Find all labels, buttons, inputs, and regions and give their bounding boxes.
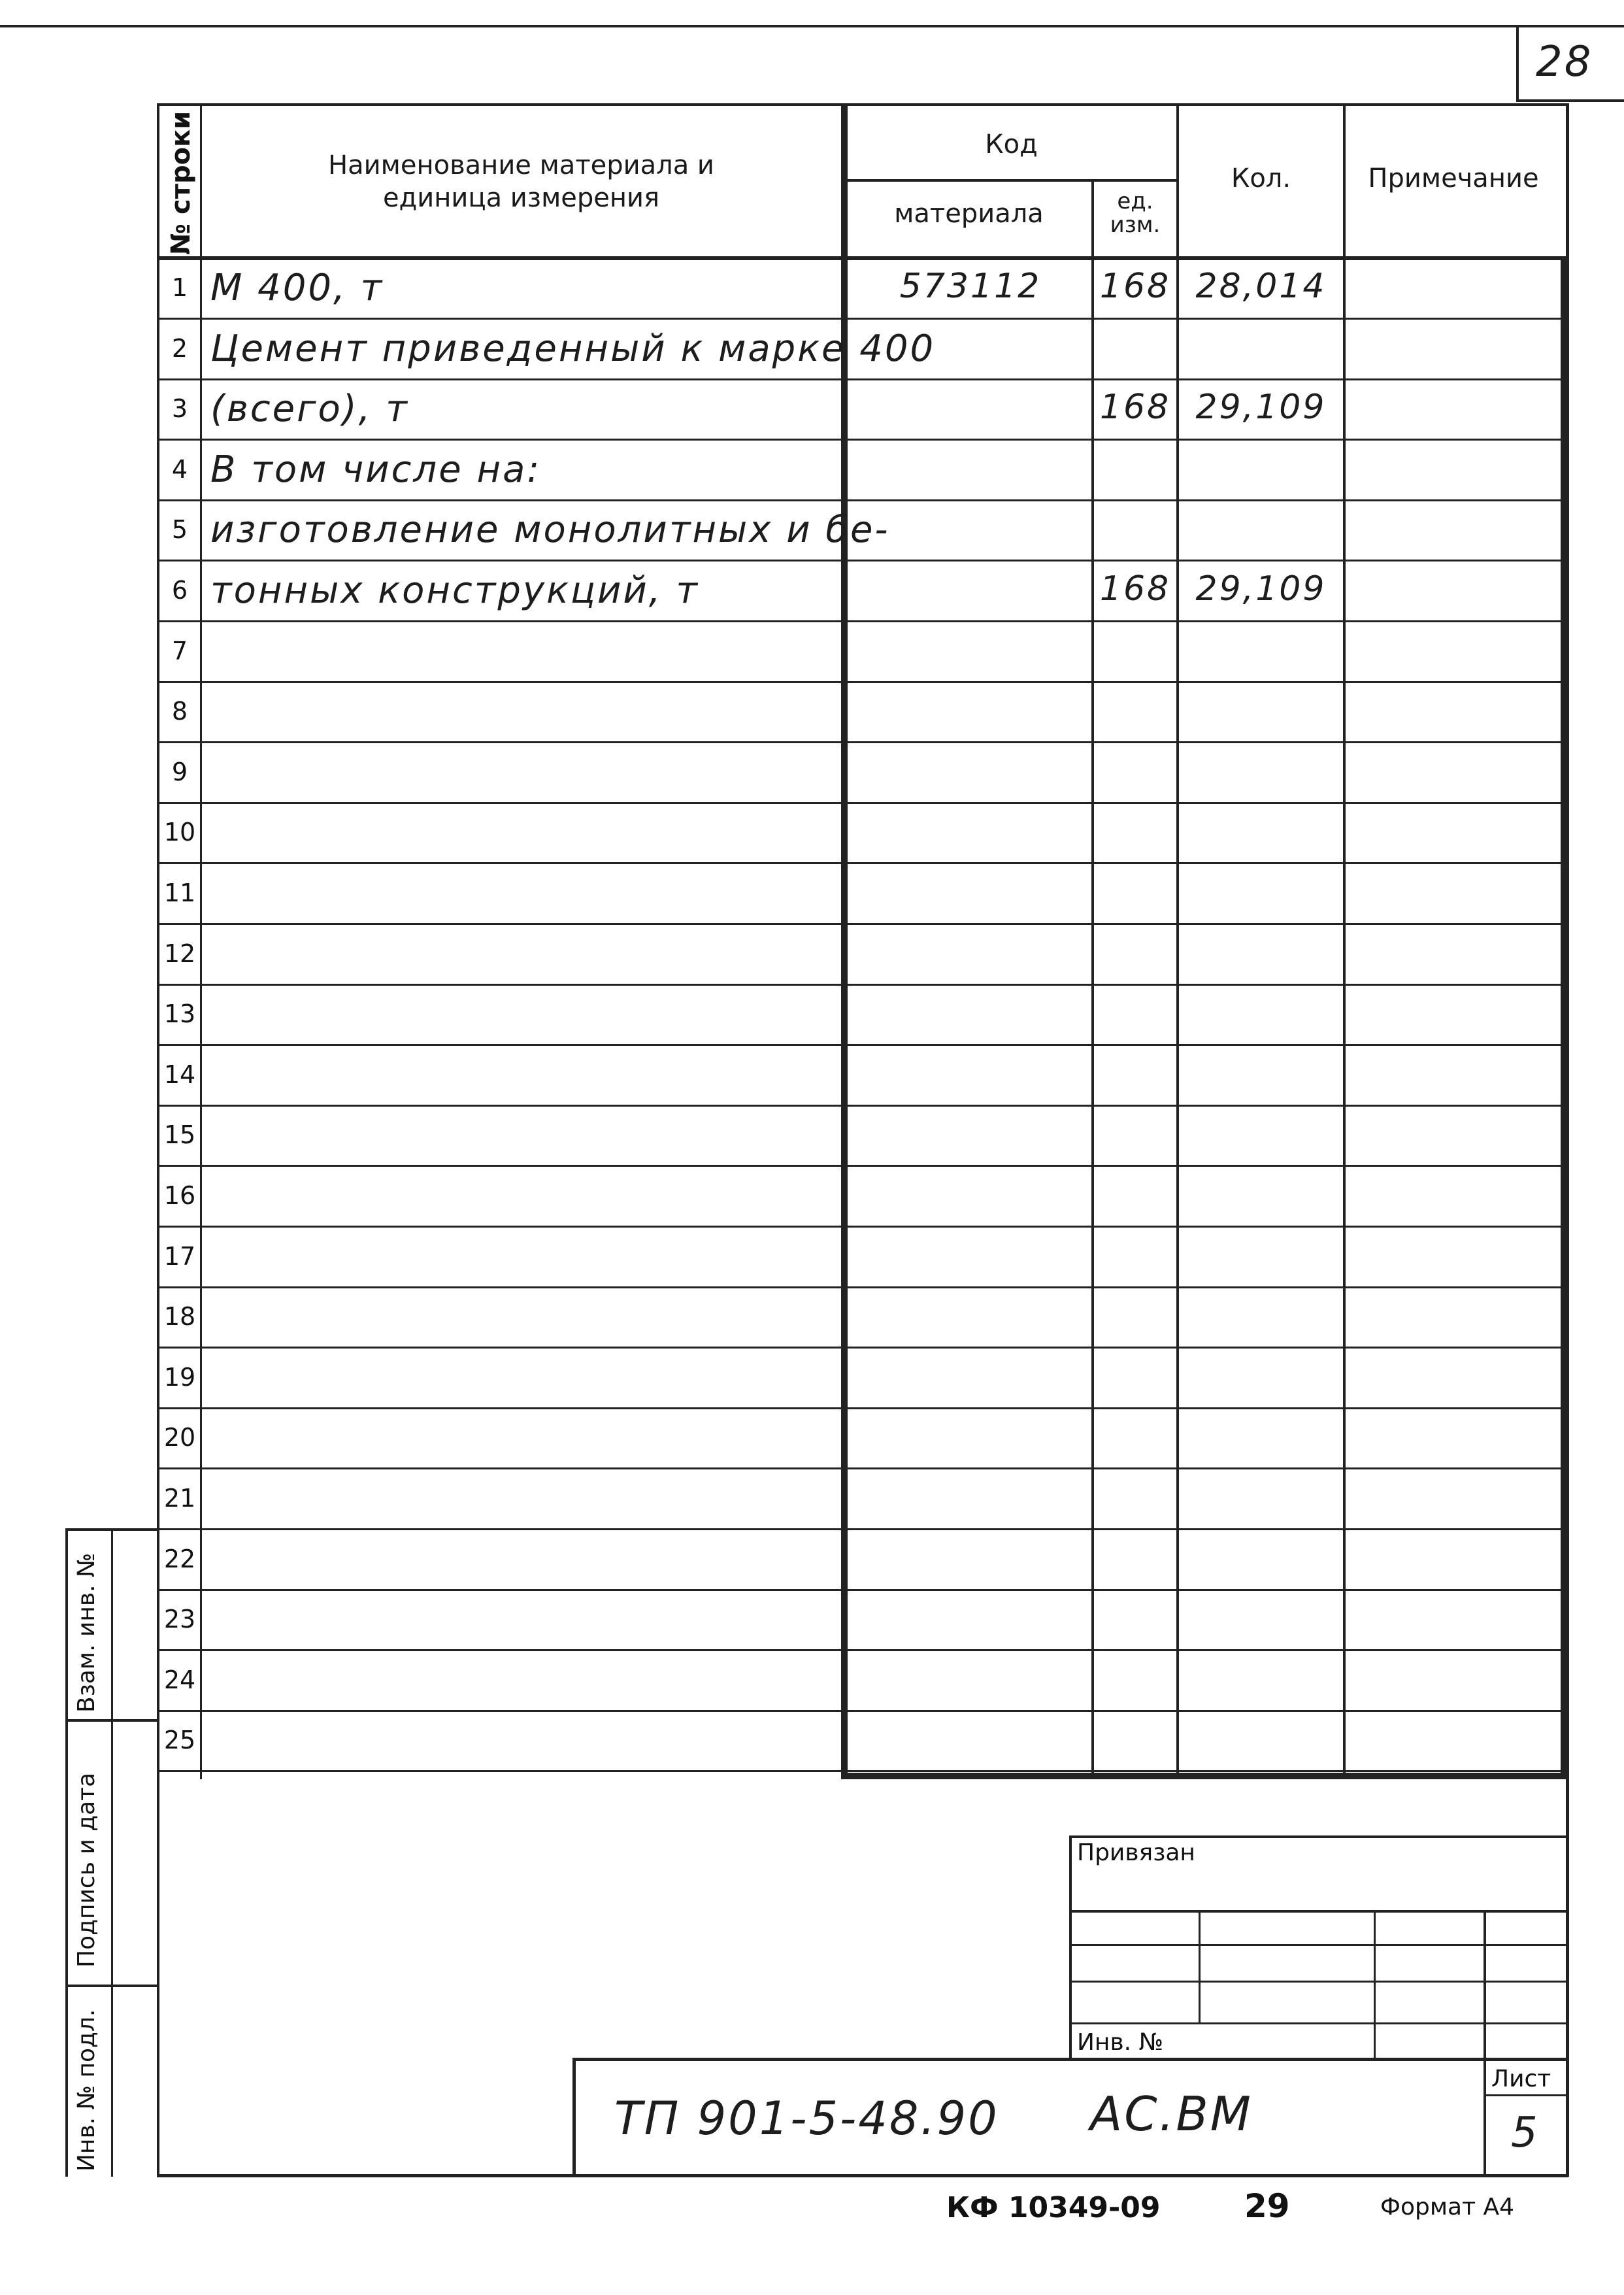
row-number: 12 bbox=[163, 939, 196, 968]
footer-stamp: КФ 10349-09 bbox=[946, 2191, 1161, 2224]
side-podpis-data: Подпись и дата bbox=[73, 1772, 100, 1968]
row-number: 14 bbox=[163, 1060, 196, 1089]
row-material-name: В том числе на: bbox=[210, 448, 542, 491]
row-material-name: Цемент приведенный к марке 400 bbox=[210, 327, 936, 370]
tb-inv-no: Инв. № bbox=[1077, 2029, 1164, 2056]
row-number: 11 bbox=[163, 879, 196, 907]
row-unit-code: 168 bbox=[1099, 388, 1171, 427]
row-number: 21 bbox=[163, 1484, 196, 1513]
table-row bbox=[0, 1590, 1624, 1651]
header-code-split bbox=[844, 179, 1178, 182]
tb-grid-top bbox=[1069, 1910, 1567, 1913]
heavy-frame-bottom bbox=[841, 1773, 1567, 1779]
row-number: 18 bbox=[163, 1302, 196, 1331]
page-number: 28 bbox=[1536, 38, 1593, 86]
tb-designation: ТП 901-5-48.90 bbox=[614, 2092, 999, 2145]
row-number: 5 bbox=[171, 515, 188, 544]
row-number: 16 bbox=[163, 1181, 196, 1210]
table-row bbox=[0, 1469, 1624, 1530]
row-number: 19 bbox=[163, 1363, 196, 1392]
side-vzam-inv: Взам. инв. № bbox=[73, 1552, 100, 1713]
header-row-no: № строки bbox=[166, 110, 196, 255]
row-material-code: 573112 bbox=[899, 267, 1042, 306]
header-code-material: материала bbox=[894, 199, 1044, 229]
table-row bbox=[0, 622, 1624, 683]
row-number: 6 bbox=[171, 576, 188, 605]
tb-grid-mid2 bbox=[1069, 1981, 1567, 1983]
table-row bbox=[0, 561, 1624, 622]
table-row bbox=[0, 1046, 1624, 1107]
row-number: 7 bbox=[171, 637, 188, 665]
tb-privyazan-top bbox=[1069, 1835, 1567, 1838]
table-row bbox=[0, 1288, 1624, 1349]
footer-page-ref: 29 bbox=[1244, 2187, 1290, 2225]
header-code-unit: ед. изм. bbox=[1110, 188, 1161, 238]
tb-grid-v3 bbox=[1483, 1910, 1486, 2174]
tb-privyazan: Привязан bbox=[1077, 1839, 1195, 1866]
side-stamp-top bbox=[65, 1528, 158, 1531]
row-number: 4 bbox=[171, 455, 188, 484]
table-row bbox=[0, 1106, 1624, 1167]
row-number: 1 bbox=[171, 273, 188, 302]
row-number: 23 bbox=[163, 1605, 196, 1633]
tb-grid-mid1 bbox=[1069, 1944, 1567, 1946]
tb-main-left bbox=[572, 2058, 576, 2177]
table-row bbox=[0, 743, 1624, 804]
row-quantity: 29,109 bbox=[1195, 569, 1327, 609]
row-quantity: 29,109 bbox=[1195, 388, 1327, 427]
header-name: Наименование материала и единица измерения bbox=[328, 150, 714, 213]
table-row bbox=[0, 1651, 1624, 1712]
row-number: 8 bbox=[171, 697, 188, 726]
row-divider bbox=[158, 1770, 1563, 1772]
row-material-name: (всего), т bbox=[210, 388, 409, 430]
table-row bbox=[0, 259, 1624, 320]
side-inv-podl: Инв. № подл. bbox=[73, 2009, 100, 2171]
tb-section: АС.ВМ bbox=[1090, 2086, 1253, 2141]
side-stamp-sep1 bbox=[65, 1719, 158, 1722]
table-row bbox=[0, 925, 1624, 986]
tb-left bbox=[1069, 1835, 1072, 2059]
side-stamp-left bbox=[65, 1528, 68, 2177]
header-note: Примечание bbox=[1368, 163, 1539, 193]
row-number: 2 bbox=[171, 334, 188, 363]
footer-format: Формат А4 bbox=[1380, 2194, 1515, 2220]
table-row bbox=[0, 320, 1624, 380]
table-row bbox=[0, 1349, 1624, 1409]
tb-grid-v1 bbox=[1199, 1910, 1201, 2022]
row-number: 13 bbox=[163, 999, 196, 1028]
tb-list-no: 5 bbox=[1511, 2109, 1540, 2157]
row-number: 10 bbox=[163, 818, 196, 846]
row-unit-code: 168 bbox=[1099, 267, 1171, 306]
row-material-name: М 400, т bbox=[210, 267, 384, 309]
page-number-box-bottom bbox=[1516, 99, 1624, 102]
table-row bbox=[0, 1711, 1624, 1772]
top-border bbox=[0, 25, 1624, 27]
frame-bottom bbox=[157, 2174, 1568, 2177]
tb-grid-mid3 bbox=[1069, 2022, 1567, 2024]
table-row bbox=[0, 380, 1624, 441]
frame-top bbox=[157, 103, 1568, 106]
table-row bbox=[0, 985, 1624, 1046]
row-number: 15 bbox=[163, 1120, 196, 1149]
table-row bbox=[0, 1228, 1624, 1288]
row-number: 25 bbox=[163, 1726, 196, 1754]
table-row bbox=[0, 682, 1624, 743]
header-qty: Кол. bbox=[1231, 163, 1291, 193]
table-row bbox=[0, 501, 1624, 561]
table-row bbox=[0, 803, 1624, 864]
header-code: Код bbox=[985, 129, 1038, 159]
row-material-name: тонных конструкций, т bbox=[210, 569, 700, 612]
tb-main-top bbox=[572, 2058, 1567, 2061]
tb-list-label: Лист bbox=[1491, 2066, 1551, 2092]
row-number: 17 bbox=[163, 1242, 196, 1271]
row-number: 22 bbox=[163, 1545, 196, 1573]
table-row bbox=[0, 441, 1624, 501]
table-row bbox=[0, 1167, 1624, 1228]
side-stamp-mid bbox=[111, 1528, 113, 2177]
row-number: 20 bbox=[163, 1423, 196, 1452]
row-number: 9 bbox=[171, 758, 188, 786]
row-unit-code: 168 bbox=[1099, 569, 1171, 609]
tb-grid-v2 bbox=[1374, 1910, 1376, 2059]
page-number-box-left bbox=[1516, 25, 1519, 102]
row-material-name: изготовление монолитных и бе- bbox=[210, 509, 890, 551]
row-number: 24 bbox=[163, 1666, 196, 1694]
table-row bbox=[0, 1530, 1624, 1591]
table-row bbox=[0, 864, 1624, 925]
tb-list-sep bbox=[1483, 2094, 1567, 2096]
side-stamp-sep2 bbox=[65, 1985, 158, 1987]
table-row bbox=[0, 1409, 1624, 1469]
row-number: 3 bbox=[171, 394, 188, 423]
row-quantity: 28,014 bbox=[1195, 267, 1327, 306]
